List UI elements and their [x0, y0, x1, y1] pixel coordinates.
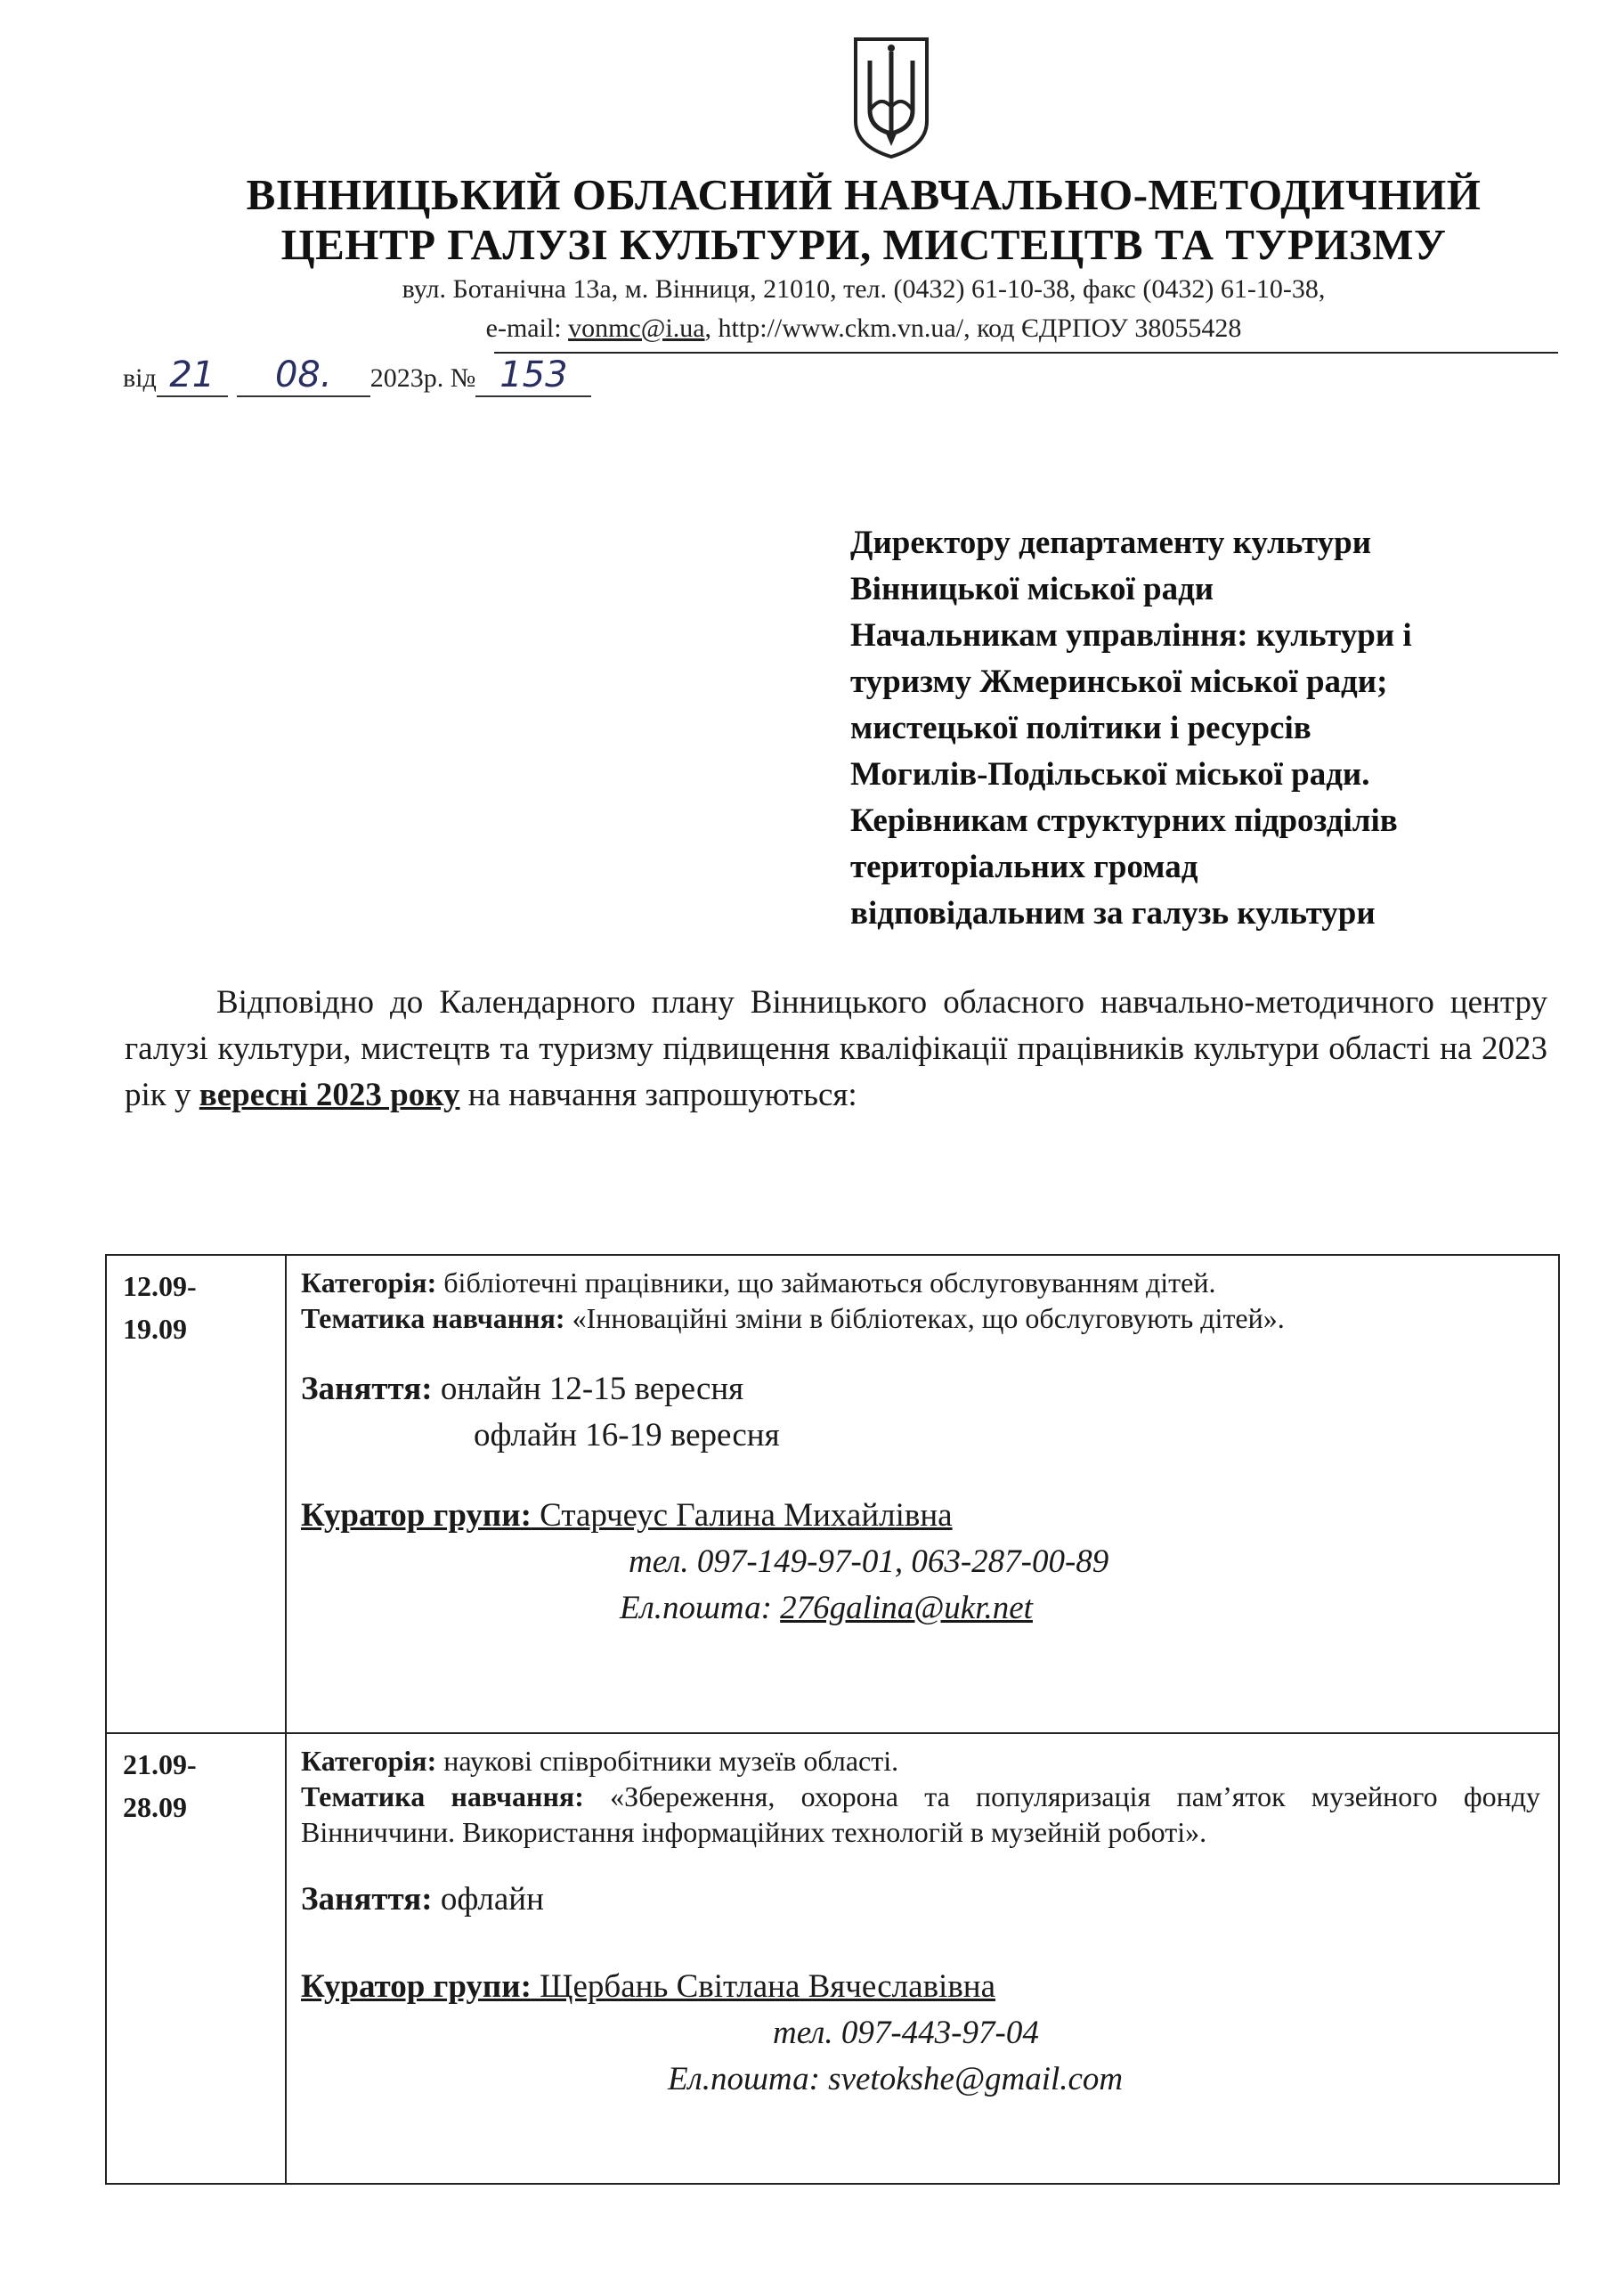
- addressee-line: Вінницької міської ради: [850, 571, 1214, 607]
- org-name-line2: ЦЕНТР ГАЛУЗІ КУЛЬТУРИ, МИСТЕЦТВ ТА ТУРИЗМУ: [280, 220, 1447, 269]
- org-contacts: [160, 314, 1567, 344]
- category-value: бібліотечні працівники, що займаються обслуговуванням дітей.: [436, 1266, 1216, 1299]
- curator-email-link[interactable]: 276galina@ukr.net: [780, 1590, 1033, 1626]
- curator-name: Старчеус Галина Михайлівна: [531, 1497, 953, 1534]
- curator-line: [301, 1964, 1540, 2010]
- schedule-table: [105, 1254, 1560, 2185]
- email-label: Ел.пошта:: [620, 1590, 781, 1626]
- curator-email-line: [301, 2056, 1540, 2103]
- handwritten-number: 153: [475, 354, 591, 397]
- category-value: наукові співробітники музеїв області.: [436, 1745, 899, 1777]
- sessions-label: Заняття:: [301, 1371, 433, 1407]
- topic-value: «Збереження, охорона та популяризація пам’яток музейного фонду Вінниччини. Використання інформаційних технологій в музейній роботі».: [301, 1780, 1541, 1848]
- sessions-offline: офлайн 16-19 вересня: [474, 1417, 780, 1454]
- handwritten-month: 08.: [237, 354, 370, 397]
- date-start: 21.09-: [123, 1748, 197, 1780]
- addressee-line: територіальних громад: [850, 849, 1198, 885]
- table-row: [107, 1734, 1558, 2183]
- org-web-and-code: , http://www.ckm.vn.ua/, код ЄДРПОУ 38055428: [704, 314, 1242, 343]
- category-line: [301, 1743, 1540, 1779]
- date-end: 28.09: [123, 1791, 187, 1823]
- handwritten-day: 21: [157, 354, 228, 397]
- addressee-block: [850, 520, 1580, 937]
- category-label: Категорія:: [301, 1266, 437, 1299]
- topic-label: Тематика навчання:: [301, 1780, 584, 1812]
- category-line: [301, 1265, 1540, 1300]
- topic-value: «Інноваційні зміни в бібліотеках, що обслуговують дітей».: [564, 1302, 1285, 1334]
- addressee-line: відповідальним за галузь культури: [850, 895, 1376, 932]
- curator-label: Куратор групи:: [301, 1968, 532, 2005]
- sessions-online: онлайн 12-15 вересня: [432, 1371, 744, 1407]
- sessions-label: Заняття:: [301, 1881, 433, 1918]
- curator-label: Куратор групи:: [301, 1497, 532, 1534]
- dates-cell: [123, 1743, 197, 1828]
- addressee-line: мистецької політики і ресурсів: [850, 710, 1311, 746]
- curator-email-link[interactable]: svetokshe@gmail.com: [828, 2061, 1124, 2097]
- org-name-line1: ВІННИЦЬКИЙ ОБЛАСНИЙ НАВЧАЛЬНО-МЕТОДИЧНИЙ: [246, 170, 1482, 219]
- addressee-line: Директору департаменту культури: [850, 525, 1372, 561]
- curator-phone: тел. 097-443-97-04: [773, 2015, 1039, 2051]
- trident-emblem-icon: [850, 36, 932, 160]
- sessions-line: [301, 1877, 1540, 1923]
- dates-cell: [123, 1265, 197, 1350]
- table-row: [107, 1256, 1558, 1734]
- details-cell: [301, 1743, 1540, 2103]
- topic-line: [301, 1300, 1540, 1336]
- addressee-line: Керівникам структурних підрозділів: [850, 802, 1398, 839]
- category-label: Категорія:: [301, 1745, 437, 1777]
- addressee-line: Могилів-Подільської міської ради.: [850, 756, 1370, 793]
- column-divider: [285, 1256, 287, 1732]
- date-end: 19.09: [123, 1313, 187, 1345]
- sessions-line: [301, 1366, 1540, 1413]
- details-cell: [301, 1265, 1540, 1632]
- curator-name: Щербань Світлана Вячеславівна: [531, 1968, 996, 2005]
- addressee-line: туризму Жмеринської міської ради;: [850, 664, 1388, 700]
- topic-line: [301, 1779, 1540, 1850]
- curator-line: [301, 1493, 1540, 1539]
- org-address: вул. Ботанічна 13а, м. Вінниця, 21010, тел. (0432) 61-10-38, факс (0432) 61-10-38,: [402, 274, 1326, 304]
- sessions-value: офлайн: [432, 1881, 544, 1918]
- curator-email-line: [301, 1585, 1540, 1632]
- from-label: від: [123, 363, 157, 393]
- intro-emphasis: вересні 2023 року: [199, 1077, 460, 1113]
- column-divider: [285, 1734, 287, 2183]
- intro-text-end: на навчання запрошуються:: [459, 1077, 857, 1113]
- year-label: 2023р. №: [369, 363, 476, 393]
- intro-text: Відповідно до Календарного плану Вінницького обласного навчально-методичного центру галузі культури, мистецтв та туризму підвищення кваліфікації працівників культури області на 2023 рік у: [125, 984, 1547, 1113]
- email-label: Ел.пошта:: [668, 2061, 829, 2097]
- curator-phone: тел. 097-149-97-01, 063-287-00-89: [629, 1543, 1109, 1580]
- date-start: 12.09-: [123, 1270, 197, 1302]
- org-email-link[interactable]: vonmc@i.ua: [568, 314, 705, 343]
- header-divider: [494, 352, 1558, 354]
- intro-paragraph: [125, 980, 1547, 1119]
- registration-line: [123, 354, 591, 397]
- email-prefix: e-mail:: [485, 314, 569, 343]
- addressee-line: Начальникам управління: культури і: [850, 617, 1412, 654]
- topic-label: Тематика навчання:: [301, 1302, 565, 1334]
